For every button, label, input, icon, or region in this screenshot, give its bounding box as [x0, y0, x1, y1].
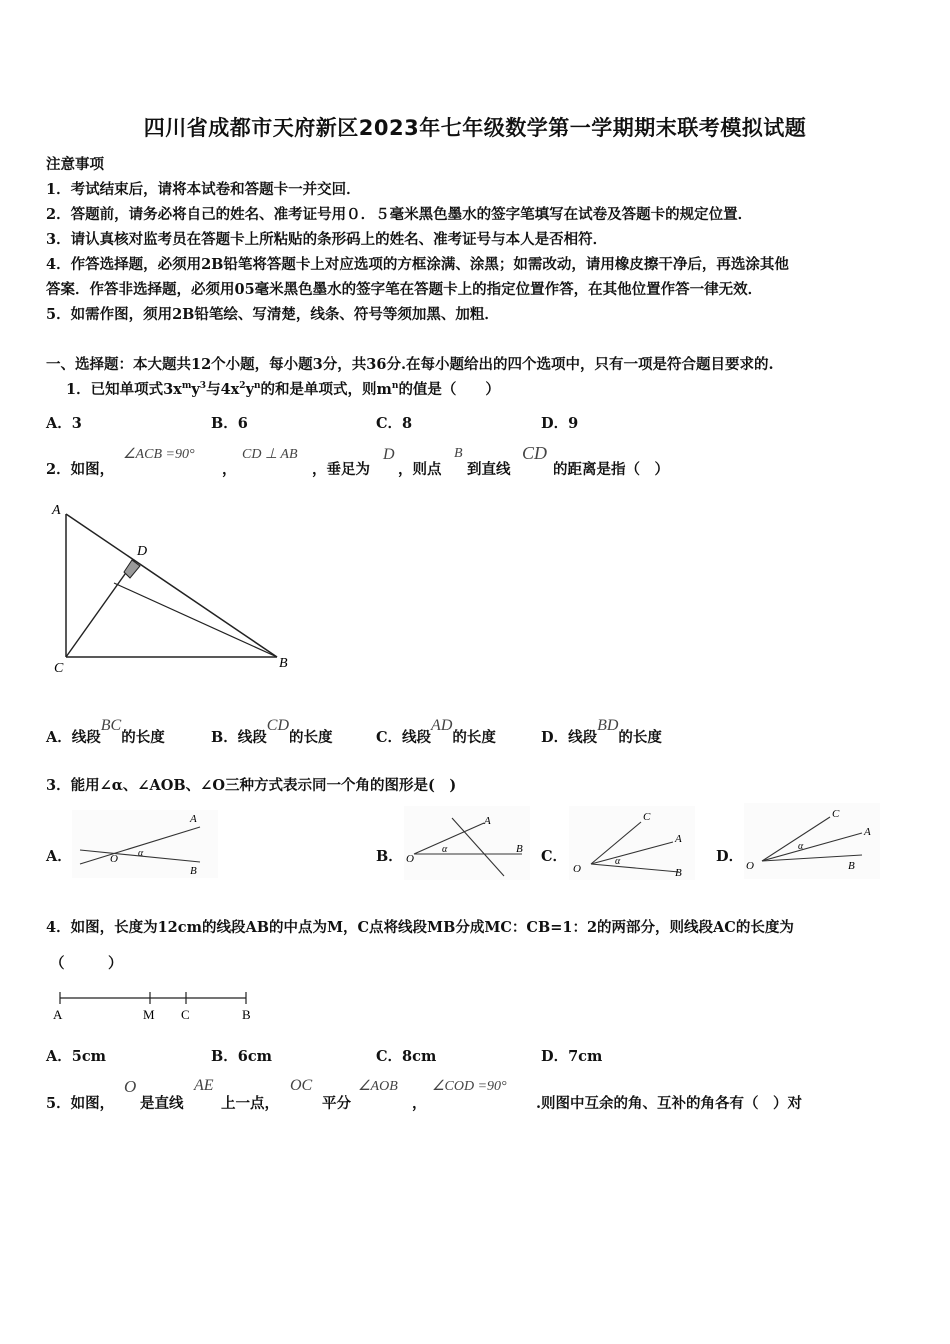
svg-text:α: α: [798, 841, 804, 852]
q2-triangle-figure: [44, 496, 300, 680]
q5-text-2: 上一点，: [221, 1095, 279, 1112]
svg-text:A: A: [484, 815, 491, 827]
svg-text:A: A: [864, 826, 871, 838]
svg-text:C: C: [643, 811, 651, 823]
notes-heading: 注意事项: [46, 156, 104, 173]
q2-lead: 2．如图，: [46, 461, 115, 478]
q2-option-a[interactable]: A．线段BC的长度: [46, 717, 165, 746]
q2-option-c[interactable]: C．线段AD的长度: [376, 717, 496, 746]
q5-text-3: 平分: [322, 1095, 351, 1112]
q2-option-b[interactable]: B．线段CD的长度: [211, 717, 333, 746]
q5-formula-o: O: [124, 1077, 137, 1096]
svg-text:C: C: [181, 1007, 190, 1022]
note-item: 3．请认真核对监考员在答题卡上所粘贴的条形码上的姓名、准考证号与本人是否相符．: [46, 231, 608, 248]
note-item: 1．考试结束后，请将本试卷和答题卡一并交回．: [46, 181, 361, 198]
q1-option-a[interactable]: A．3: [46, 415, 82, 432]
svg-text:B: B: [675, 867, 682, 879]
q2-formula-d: D: [383, 446, 395, 463]
q2-text-3: ，则点: [398, 461, 442, 478]
q3-figure-d: [744, 803, 880, 879]
note-item: 2．答题前，请务必将自己的姓名、准考证号用０．５毫米黑色墨水的签字笔填写在试卷及答题卡的规定位置．: [46, 206, 753, 223]
q4-segment-figure: [50, 986, 262, 1026]
svg-text:O: O: [406, 853, 414, 865]
q1-option-c[interactable]: C．8: [376, 415, 413, 432]
svg-text:O: O: [746, 860, 754, 872]
label-d: D: [137, 544, 148, 559]
q3-option-b[interactable]: B．: [376, 848, 403, 865]
svg-text:B: B: [190, 865, 197, 877]
q2-sep: ，: [222, 461, 237, 478]
q4-option-c[interactable]: C．8cm: [376, 1048, 437, 1065]
q2-formula-cd: CD: [522, 443, 548, 463]
q3-option-a[interactable]: A．: [46, 848, 72, 865]
q5-formula-cod: ∠COD =90°: [432, 1079, 507, 1094]
svg-text:A: A: [190, 813, 197, 825]
page-title: 四川省成都市天府新区2023年七年级数学第一学期期末联考模拟试题: [143, 116, 807, 140]
label-c: C: [54, 661, 64, 676]
question-4: 4．如图，长度为12cm的线段AB的中点为M，C点将线段MB分成MC：CB=1：2的两部分，则线段AC的长度为: [46, 919, 794, 936]
q5-formula-ae: AE: [194, 1077, 214, 1094]
q3-option-d[interactable]: D．: [716, 848, 744, 865]
q1-option-b[interactable]: B．6: [211, 415, 248, 432]
svg-text:B: B: [848, 860, 855, 872]
q5-text-5: .则图中互余的角、互补的角各有（ ）对: [536, 1095, 803, 1112]
note-item: 5．如需作图，须用2B铅笔绘、写清楚，线条、符号等须加黑、加粗．: [46, 306, 499, 323]
note-item: 4．作答选择题，必须用2B铅笔将答题卡上对应选项的方框涂满、涂黑；如需改动，请用橡皮擦干净后，再选涂其他: [46, 256, 789, 273]
q4-option-d[interactable]: D．7cm: [541, 1048, 603, 1065]
q5-text-1: 是直线: [140, 1095, 184, 1112]
q2-option-d[interactable]: D．线段BD的长度: [541, 717, 662, 746]
q5-formula-aob: ∠AOB: [358, 1079, 398, 1094]
q5-text-4: ，: [412, 1095, 427, 1112]
q2-text-5: 的距离是指（ ）: [553, 461, 669, 478]
q3-option-c[interactable]: C．: [541, 848, 568, 865]
note-item: 答案．作答非选择题，必须用05毫米黑色墨水的签字笔在答题卡上的指定位置作答，在其他位置作答一律无效．: [46, 281, 763, 298]
svg-text:O: O: [110, 853, 118, 865]
svg-text:α: α: [138, 848, 144, 859]
svg-text:α: α: [615, 856, 621, 867]
svg-text:O: O: [573, 863, 581, 875]
question-4-blank: （ ）: [50, 955, 123, 972]
question-1: 1．已知单项式$3x^my^3$与$4x^2y^n$的和是单项式，则$m^n$的值是（ ）: [66, 381, 500, 398]
q1-option-d[interactable]: D．9: [541, 415, 579, 432]
label-b: B: [279, 656, 288, 671]
q3-figure-b: [404, 806, 530, 880]
q2-text-4: 到直线: [467, 461, 511, 478]
svg-text:C: C: [832, 808, 840, 820]
svg-text:M: M: [143, 1007, 155, 1022]
segment-inner: [114, 583, 277, 657]
section-heading: 一、选择题：本大题共12个小题，每小题3分，共36分.在每小题给出的四个选项中，只有一项是符合题目要求的.: [46, 356, 774, 373]
svg-text:A: A: [675, 833, 682, 845]
svg-text:A: A: [53, 1007, 63, 1022]
q2-formula-b: B: [454, 446, 463, 461]
svg-text:B: B: [242, 1007, 251, 1022]
label-a: A: [52, 503, 61, 518]
question-3: 3．能用∠α、∠AOB、∠O三种方式表示同一个角的图形是( ): [46, 777, 457, 794]
q3-figure-a: [72, 810, 218, 878]
svg-text:α: α: [442, 844, 448, 855]
q3-figure-c: [569, 806, 695, 880]
segment-cd: [66, 560, 135, 657]
q5-formula-oc: OC: [290, 1077, 313, 1094]
q4-option-a[interactable]: A．5cm: [46, 1048, 107, 1065]
svg-text:B: B: [516, 843, 523, 855]
q4-option-b[interactable]: B．6cm: [211, 1048, 273, 1065]
q5-lead: 5．如图，: [46, 1095, 115, 1112]
q2-formula-angle: ∠ACB =90°: [123, 447, 195, 462]
q2-formula-perp: CD ⊥ AB: [242, 447, 298, 462]
q2-text-2: ，垂足为: [312, 461, 370, 478]
segment-ab: [66, 514, 277, 657]
